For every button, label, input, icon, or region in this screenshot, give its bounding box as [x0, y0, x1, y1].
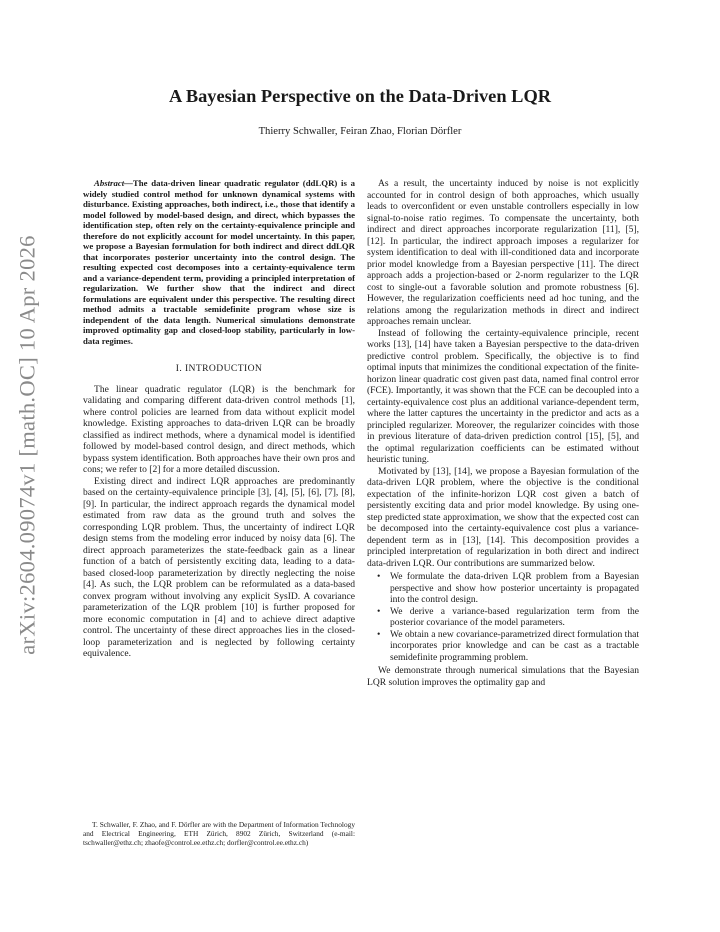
bullet-icon: •	[377, 628, 381, 640]
arxiv-identifier-text: arXiv:2604.09074v1 [math.OC] 10 Apr 2026	[15, 235, 40, 655]
abstract-body: The data-driven linear quadratic regulator (ddLQR) is a widely studied control method for unknown dynamical systems with disturbance. Existing approaches, both indirect, i.e., those that identify a model followed by model-based design, and direct, which bypasses the identification step, often rely on the certainty-equivalence principle and therefore do not explicitly account for model uncertainty. In this paper, we propose a Bayesian formulation for both indirect and direct ddLQR that incorporates posterior uncertainty into the control design. The resulting expected cost decomposes into a certainty-equivalence term and a variance-dependent term, providing a principled interpretation of regularization. We further show that the indirect and direct formulations are equivalent under this perspective. The resulting direct method admits a tractable semidefinite program whose size is independent of the data length. Numerical simulations demonstrate improved optimality gap and closed-loop stability, particularly in low-data regimes.	[83, 178, 355, 346]
footnote-text: T. Schwaller, F. Zhao, and F. Dörfler are with the Department of Information Technology and Electrical Engineering, ETH Zürich, 8902 Zürich, Switzerland (e-mail: tschwaller@ethz.ch; zhaofe@control.ee.ethz.ch; dorfler@control.ee.ethz.ch)	[83, 820, 355, 847]
list-item	[377, 571, 639, 606]
list-item	[377, 605, 639, 629]
section-heading-introduction: I. INTRODUCTION	[175, 363, 263, 374]
intro-paragraph-5: Motivated by [13], [14], we propose a Bayesian formulation of the data-driven LQR problem, where the objective is the conditional expectation of the infinite-horizon LQR cost given a batch of persistently exciting data and prior model knowledge. By using one-step predicted state approximation, we show that the expected cost can be decomposed into the certainty-equivalence cost plus a variance-dependent term as in [13], [14]. This decomposition provides a principled interpretation of regularization in both direct and indirect data-driven LQR. Our contributions are summarized below.	[367, 465, 639, 569]
bullet-icon: •	[377, 605, 381, 617]
abstract	[83, 178, 355, 346]
affiliation-footnote	[83, 820, 355, 847]
contribution-text: We derive a variance-based regularization term from the posterior covariance of the model parameters.	[390, 605, 639, 628]
contribution-text: We obtain a new covariance-parametrized direct formulation that incorporates prior knowledge and can be cast as a tractable semidefinite programming problem.	[390, 628, 639, 663]
intro-paragraph-1: The linear quadratic regulator (LQR) is the benchmark for validating and comparing different data-driven control methods [1], where control policies are learned from data without explicit model knowledge. Existing approaches to data-driven LQR can be broadly classified as indirect methods, where a dynamical model is identified followed by model-based control design, and direct methods, which bypass system identification. Both approaches have their own pros and cons; we refer to [2] for a more detailed discussion.	[83, 383, 355, 475]
intro-paragraph-3: As a result, the uncertainty induced by noise is not explicitly accounted for in control design of both approaches, which usually leads to overconfident or even unstable controllers especially in low signal-to-noise ratio regimes. To compensate the uncertainty, both indirect and direct approaches incorporate regularization [11], [5], [12]. In particular, the indirect approach imposes a regularizer for system identification to deal with ill-conditioned data and incorporate prior model knowledge from a Bayesian perspective [11]. The direct approach adds a projection-based or 2-norm regularizer to the LQR cost to single-out a favorable solution and promote robustness [6]. However, the regularization coefficients need ad hoc tuning, and the relations among the regularization methods in direct and indirect approaches remain unclear.	[367, 178, 639, 327]
contribution-text: We formulate the data-driven LQR problem from a Bayesian perspective and show how posterior uncertainty is propagated into the control design.	[390, 571, 639, 605]
contribution-list	[367, 571, 639, 663]
bullet-icon: •	[377, 571, 381, 582]
arxiv-identifier	[8, 225, 48, 665]
right-column	[367, 178, 639, 688]
abstract-lead: Abstract—	[94, 178, 133, 188]
author-list: Thierry Schwaller, Feiran Zhao, Florian Dörfler	[258, 126, 462, 137]
list-item	[377, 628, 639, 664]
intro-paragraph-4: Instead of following the certainty-equivalence principle, recent works [13], [14] have taken a Bayesian perspective to the data-driven predictive control problem. Specifically, the objective is to find optimal inputs that minimizes the conditional expectation of the finite-horizon linear quadratic cost given past data, named final control error (FCE). Importantly, it was shown that the FCE can be decoupled into a certainty-equivalence cost plus an additional variance-dependent term, where the latter captures the uncertainty in the predictor and acts as a principled regularizer. Moreover, the regularizer coincides with those in previous literature of data-driven prediction control [15], [5], and the optimal regularization coefficients can be estimated without heuristic tuning.	[367, 327, 639, 465]
paper-title: A Bayesian Perspective on the Data-Driven LQR	[168, 86, 552, 106]
left-column	[83, 178, 355, 660]
intro-paragraph-6: We demonstrate through numerical simulations that the Bayesian LQR solution improves the optimality gap and	[367, 665, 639, 688]
intro-paragraph-2: Existing direct and indirect LQR approaches are predominantly based on the certainty-equivalence principle [3], [4], [5], [6], [7], [8], [9]. In particular, the indirect approach regards the dynamical model estimated from raw data as the ground truth and solves the corresponding LQR problem. Thus, the uncertainty of indirect LQR design stems from the modeling error induced by noisy data [6]. The direct approach parameterizes the state-feedback gain as a linear function of a batch of persistently exciting data, leading to a data-based closed-loop parameterization by directly neglecting the noise [4]. As such, the LQR problem can be reformulated as a data-based convex program without involving any explicit SysID. A covariance parameterization of the LQR problem [10] is further proposed for more economic computation in [4] and to achieve direct adaptive control. The uncertainty of these direct approaches lies in the closed-loop parameterization and is neglected by following certainty equivalence.	[83, 475, 355, 659]
